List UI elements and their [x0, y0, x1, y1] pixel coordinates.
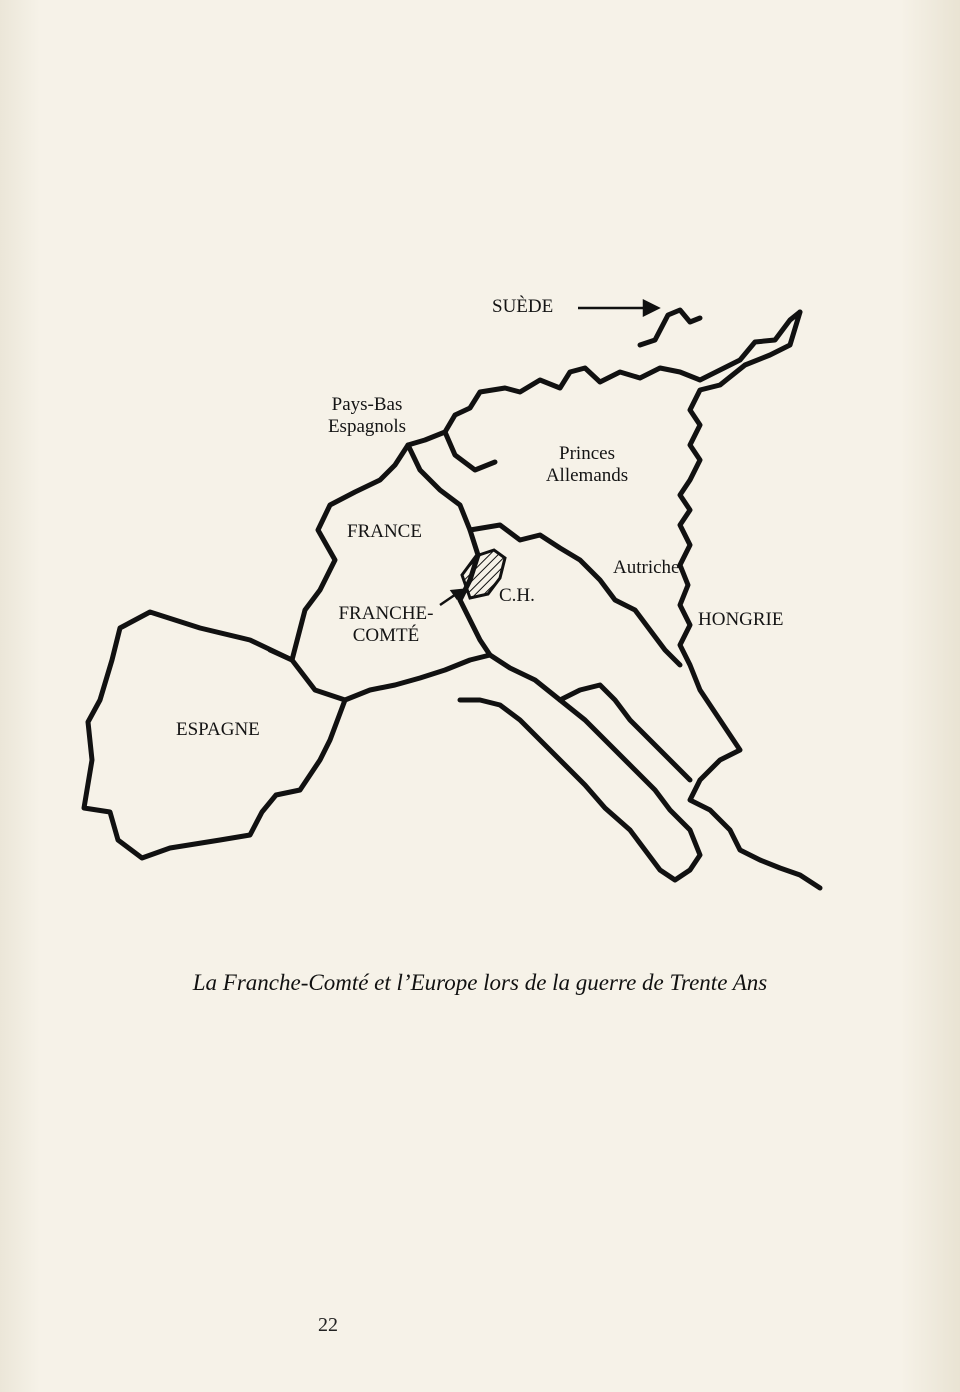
italy-outline	[345, 655, 700, 880]
label-pays-bas-line1: Pays-Bas	[331, 394, 403, 415]
netherlands-border	[445, 432, 495, 470]
label-france: FRANCE	[347, 521, 422, 542]
adriatic-coast	[560, 685, 690, 780]
label-hongrie: HONGRIE	[698, 609, 784, 630]
label-autriche: Autriche	[613, 557, 680, 578]
eastern-coast	[680, 312, 820, 888]
label-franche-comte	[326, 603, 446, 647]
label-ch: C.H.	[499, 585, 535, 606]
label-franche-line1: FRANCHE-	[338, 603, 434, 624]
label-espagne: ESPAGNE	[176, 719, 260, 740]
page-number: 22	[318, 1314, 338, 1336]
suede-arrowhead-icon	[644, 301, 658, 315]
label-pays-bas-line2: Espagnols	[327, 416, 407, 437]
label-princes-allemands	[532, 443, 642, 487]
label-princes-line1: Princes	[559, 443, 615, 464]
scandinavia-coast	[640, 310, 700, 345]
pyrenees-border	[270, 650, 292, 660]
label-pays-bas-espagnols	[312, 394, 422, 438]
label-suede: SUÈDE	[492, 296, 554, 317]
label-franche-line2: COMTÉ	[352, 625, 420, 646]
map-caption: La Franche-Comté et l’Europe lors de la guerre de Trente Ans	[192, 970, 768, 995]
label-princes-line2: Allemands	[545, 465, 629, 486]
